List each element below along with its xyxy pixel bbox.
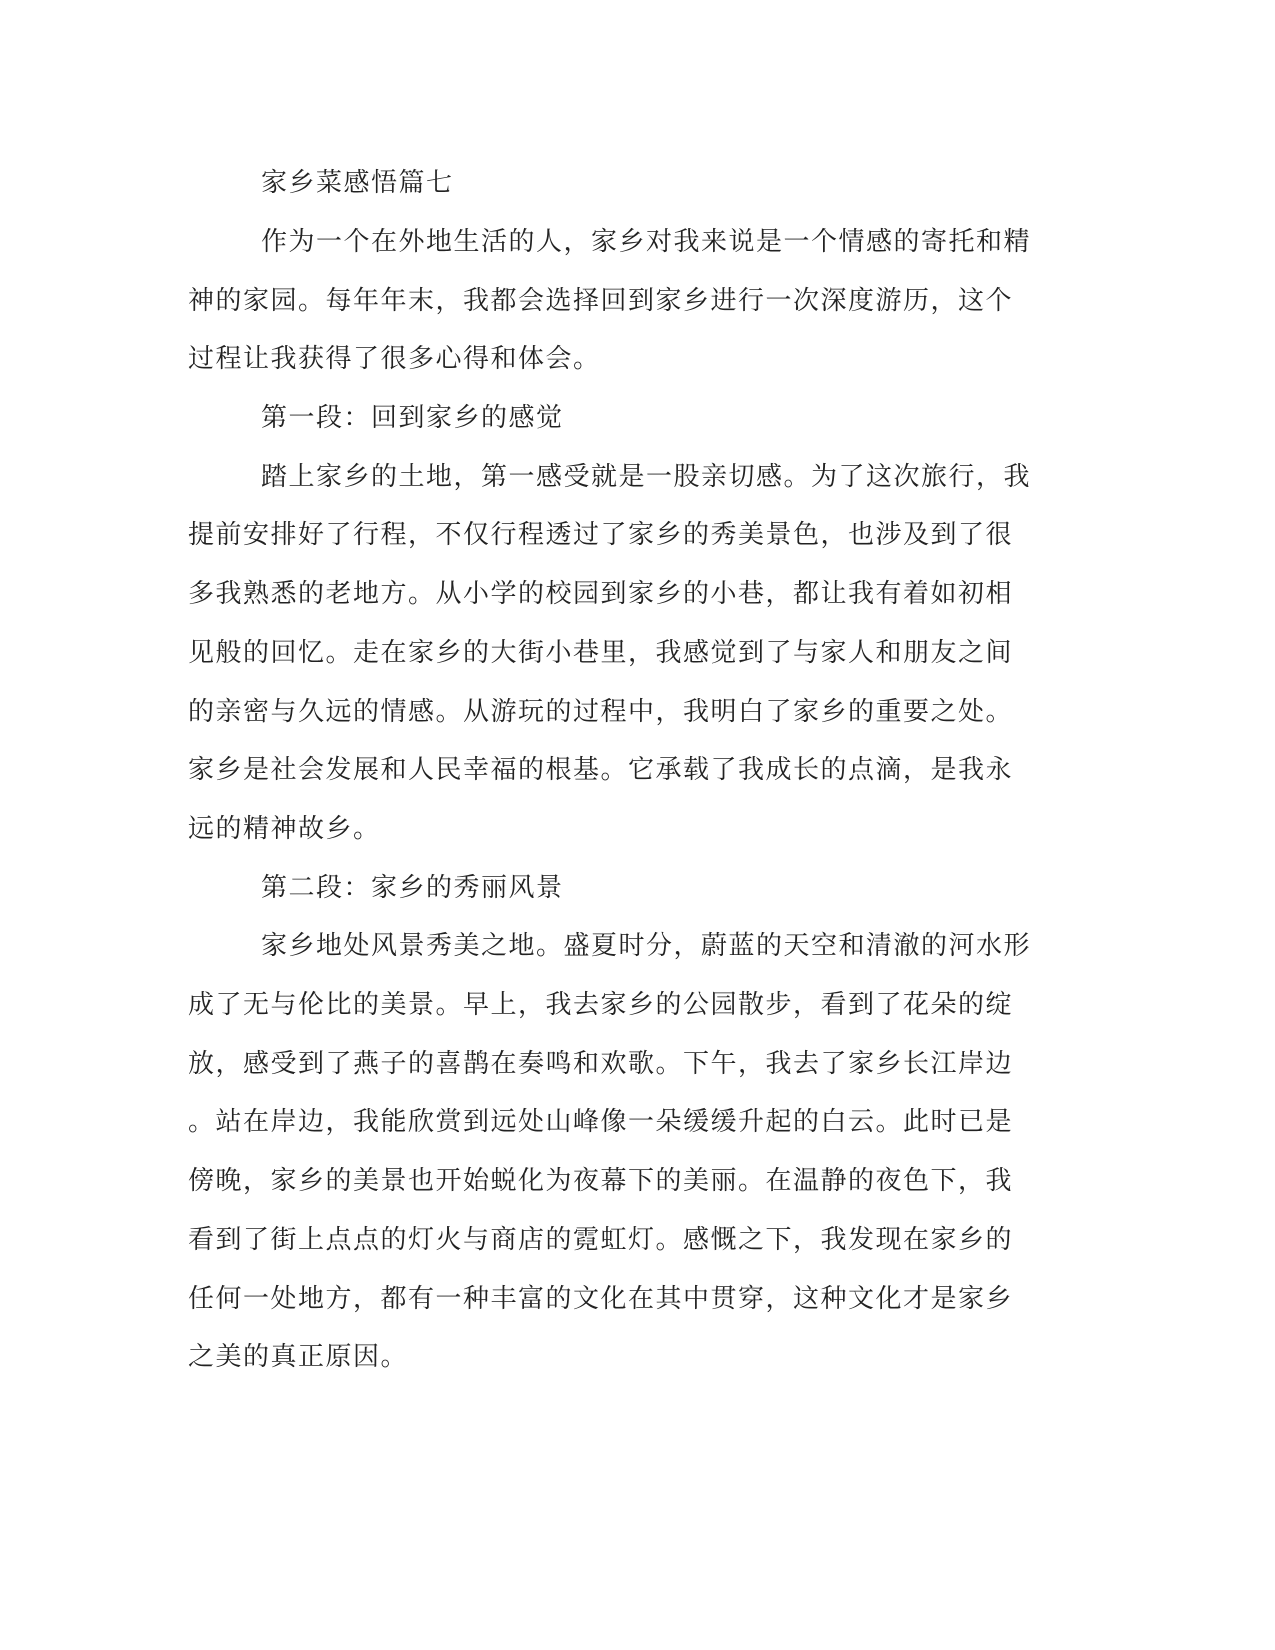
paragraph-3-line-7: 任何一处地方，都有一种丰富的文化在其中贯穿，这种文化才是家乡 xyxy=(188,1284,1014,1314)
section-heading-1: 第一段：回到家乡的感觉 xyxy=(261,403,564,433)
paragraph-3-line-2: 成了无与伦比的美景。早上，我去家乡的公园散步，看到了花朵的绽 xyxy=(188,990,1014,1020)
paragraph-1-line-3: 过程让我获得了很多心得和体会。 xyxy=(188,344,601,374)
paragraph-3-line-1: 家乡地处风景秀美之地。盛夏时分，蔚蓝的天空和清澈的河水形 xyxy=(261,931,1032,961)
paragraph-2-line-1: 踏上家乡的土地，第一感受就是一股亲切感。为了这次旅行，我 xyxy=(261,462,1032,492)
paragraph-2-line-7: 远的精神故乡。 xyxy=(188,814,381,844)
paragraph-1-line-1: 作为一个在外地生活的人，家乡对我来说是一个情感的寄托和精 xyxy=(261,227,1032,257)
paragraph-3-line-5: 傍晚，家乡的美景也开始蜕化为夜幕下的美丽。在温静的夜色下，我 xyxy=(188,1166,1014,1196)
paragraph-1-line-2: 神的家园。每年年末，我都会选择回到家乡进行一次深度游历，这个 xyxy=(188,286,1014,316)
paragraph-2-line-6: 家乡是社会发展和人民幸福的根基。它承载了我成长的点滴，是我永 xyxy=(188,755,1014,785)
paragraph-2-line-4: 见般的回忆。走在家乡的大街小巷里，我感觉到了与家人和朋友之间 xyxy=(188,638,1014,668)
paragraph-3-line-6: 看到了街上点点的灯火与商店的霓虹灯。感慨之下，我发现在家乡的 xyxy=(188,1225,1014,1255)
section-heading-2: 第二段：家乡的秀丽风景 xyxy=(261,873,564,903)
paragraph-3-line-3: 放，感受到了燕子的喜鹊在奏鸣和欢歌。下午，我去了家乡长江岸边 xyxy=(188,1049,1014,1079)
document-title: 家乡菜感悟篇七 xyxy=(261,168,454,198)
paragraph-2-line-2: 提前安排好了行程，不仅行程透过了家乡的秀美景色，也涉及到了很 xyxy=(188,520,1014,550)
paragraph-2-line-5: 的亲密与久远的情感。从游玩的过程中，我明白了家乡的重要之处。 xyxy=(188,697,1014,727)
paragraph-3-line-4: 。站在岸边，我能欣赏到远处山峰像一朵缓缓升起的白云。此时已是 xyxy=(188,1107,1014,1137)
paragraph-2-line-3: 多我熟悉的老地方。从小学的校园到家乡的小巷，都让我有着如初相 xyxy=(188,579,1014,609)
paragraph-3-line-8: 之美的真正原因。 xyxy=(188,1342,409,1372)
